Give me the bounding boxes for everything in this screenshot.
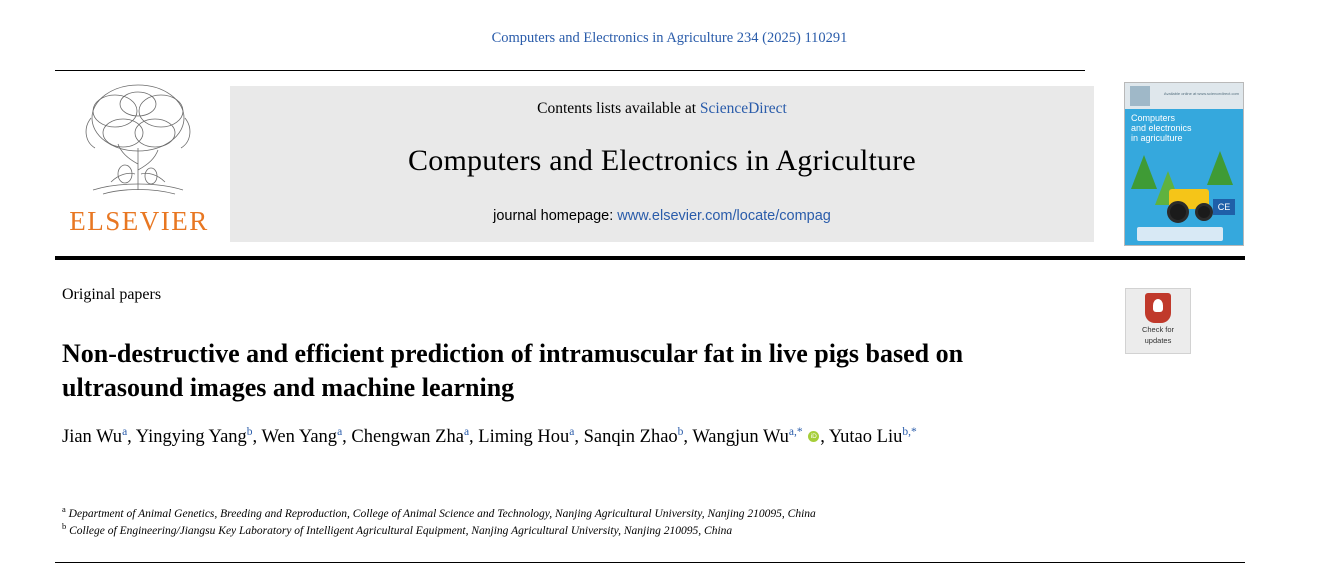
cover-title [1131, 113, 1192, 143]
elsevier-tree-logo-icon [63, 78, 213, 208]
author-separator: , [820, 427, 829, 447]
author-item [261, 427, 351, 447]
author-name: Yutao Liu [828, 427, 903, 447]
section-label: Original papers [62, 286, 162, 303]
cover-header-strip [1125, 83, 1243, 109]
author-item [478, 427, 583, 447]
sciencedirect-link[interactable]: ScienceDirect [699, 100, 787, 117]
elsevier-wordmark: ELSEVIER [69, 206, 209, 236]
journal-homepage-link[interactable]: www.elsevier.com/locate/compag [617, 208, 831, 224]
cover-wheel-icon [1167, 201, 1189, 223]
journal-band [230, 86, 1094, 242]
author-name: Sanqin Zhao [583, 427, 678, 447]
author-list [62, 424, 1072, 451]
author-separator: , [127, 427, 136, 447]
cover-tree-icon [1131, 155, 1157, 189]
author-item [62, 427, 136, 447]
author-affiliation-mark: a [122, 425, 128, 438]
author-name: Yingying Yang [135, 427, 247, 447]
cover-body [1125, 109, 1243, 245]
author-name: Wangjun Wu [692, 427, 789, 447]
crossmark-badge-icon [1145, 293, 1171, 323]
bottom-rule [55, 562, 1245, 563]
affiliation-item [62, 523, 1092, 540]
top-rule [55, 70, 1085, 71]
author-name: Jian Wu [62, 427, 123, 447]
author-separator: , [683, 427, 693, 447]
author-item [584, 427, 693, 447]
author-separator: , [574, 427, 584, 447]
orcid-icon[interactable] [808, 431, 819, 442]
author-affiliation-mark: b,* [902, 425, 917, 438]
author-affiliation-mark: a,* [788, 425, 803, 438]
author-item [351, 427, 478, 447]
affiliation-mark: a [62, 504, 66, 515]
homepage-prefix: journal homepage: [493, 208, 614, 224]
affiliation-mark: b [62, 521, 67, 532]
cover-thumbnail-icon [1130, 86, 1150, 106]
journal-masthead [55, 78, 1245, 248]
cover-keyboard-icon [1137, 227, 1223, 241]
cover-badge: CE [1213, 199, 1235, 215]
journal-cover-image [1124, 82, 1244, 246]
author-affiliation-mark: a [463, 425, 470, 438]
cover-corner-label: Available online at www.sciencedirect.com [1163, 91, 1239, 96]
author-separator: , [342, 427, 352, 447]
affiliation-item [62, 506, 1092, 523]
affiliation-text: College of Engineering/Jiangsu Key Laboratory of Intelligent Agricultural Equipment, Nanjing Agricultural University, Nanjing 210095, China [69, 525, 733, 537]
cover-title-line3: in agriculture [1131, 133, 1183, 143]
cover-artwork [1125, 149, 1243, 245]
affiliation-text: Department of Animal Genetics, Breeding and Reproduction, College of Animal Science and Technology, Nanjing Agricultural University, Nanjing 210095, China [68, 508, 816, 520]
author-affiliation-mark: a [569, 425, 575, 438]
author-separator: , [252, 427, 262, 447]
author-separator: , [469, 427, 479, 447]
author-name: Chengwan Zha [351, 427, 464, 447]
affiliation-list [62, 506, 1092, 540]
running-head: Computers and Electronics in Agriculture 234 (2025) 110291 [491, 30, 848, 46]
cover-wheel-icon [1195, 203, 1213, 221]
masthead-bottom-rule [55, 256, 1245, 260]
cover-title-line2: and electronics [1131, 123, 1192, 133]
author-item [136, 427, 262, 447]
cover-tree-icon [1207, 151, 1233, 185]
cover-title-line1: Computers [1131, 113, 1176, 123]
author-affiliation-mark: b [246, 425, 253, 438]
crossmark-badge[interactable] [1125, 288, 1191, 354]
author-affiliation-mark: b [677, 425, 684, 438]
elsevier-logo [55, 78, 223, 246]
author-name: Liming Hou [478, 427, 570, 447]
author-item [829, 427, 917, 447]
contents-line [230, 100, 1094, 118]
journal-title: Computers and Electronics in Agriculture [408, 144, 916, 177]
author-affiliation-mark: a [337, 425, 343, 438]
author-name: Wen Yang [261, 427, 338, 447]
contents-prefix: Contents lists available at [537, 100, 697, 117]
page-title: Non-destructive and efficient prediction of intramuscular fat in live pigs based on ultrasound images and machine learning [62, 339, 964, 403]
crossmark-line2: updates [1144, 336, 1172, 345]
homepage-line [230, 208, 1094, 224]
author-item [692, 427, 829, 447]
crossmark-line1: Check for [1141, 325, 1175, 334]
